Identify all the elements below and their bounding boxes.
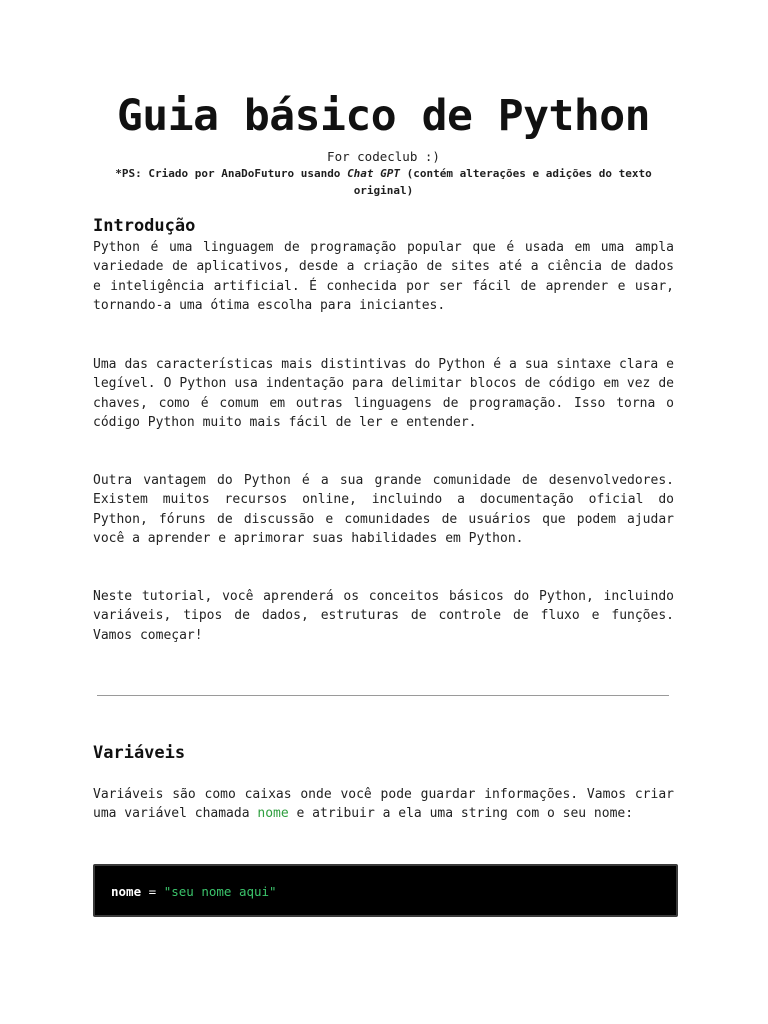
authorship-note (93, 165, 674, 199)
inline-code-nome: nome (257, 806, 289, 822)
intro-paragraph: Uma das características mais distintivas do Python é a sua sintaxe clara e legível. O Python usa indentação para delimitar blocos de código em vez de chaves, como é comum em outras linguagens de programação. Isso torna o código Python muito mais fácil de ler e entender. (93, 357, 674, 431)
code-block (93, 864, 678, 917)
variables-paragraph (93, 785, 674, 824)
variables-text-before: Variáveis são como caixas onde você pode guardar informações. Vamos criar uma variável chamada (93, 787, 674, 822)
code-variable: nome (111, 884, 142, 899)
note-suffix: (contém alterações e adições do texto original) (353, 167, 652, 197)
code-string: "seu nome aqui" (163, 884, 277, 899)
intro-paragraph: Outra vantagem do Python é a sua grande comunidade de desenvolvedores. Existem muitos recursos online, incluindo a documentação oficial do Python, fóruns de discussão e comunidades de usuários que podem ajudar você a aprender e aprimorar suas habilidades em Python. (93, 473, 674, 547)
intro-paragraph: Neste tutorial, você aprenderá os conceitos básicos do Python, incluindo variáveis, tipos de dados, estruturas de controle de fluxo e funções. Vamos começar! (93, 589, 674, 643)
variables-text-after: e atribuir a ela uma string com o seu nome: (288, 806, 634, 822)
intro-heading: Introdução (93, 216, 196, 236)
intro-paragraph: Python é uma linguagem de programação popular que é usada em uma ampla variedade de aplicativos, desde a criação de sites até a ciência de dados e inteligência artificial. É conhecida por ser fácil de aprender e usar, tornando-a uma ótima escolha para iniciantes. (93, 240, 674, 314)
note-prefix: *PS: Criado por AnaDoFuturo usando (115, 167, 348, 180)
variables-heading: Variáveis (93, 743, 186, 763)
note-emphasis: Chat GPT (347, 167, 401, 180)
subtitle: For codeclub :) (327, 149, 440, 164)
code-line (111, 884, 277, 900)
section-divider (97, 695, 669, 696)
page-title: Guia básico de Python (116, 91, 651, 141)
code-operator: = (141, 884, 164, 899)
